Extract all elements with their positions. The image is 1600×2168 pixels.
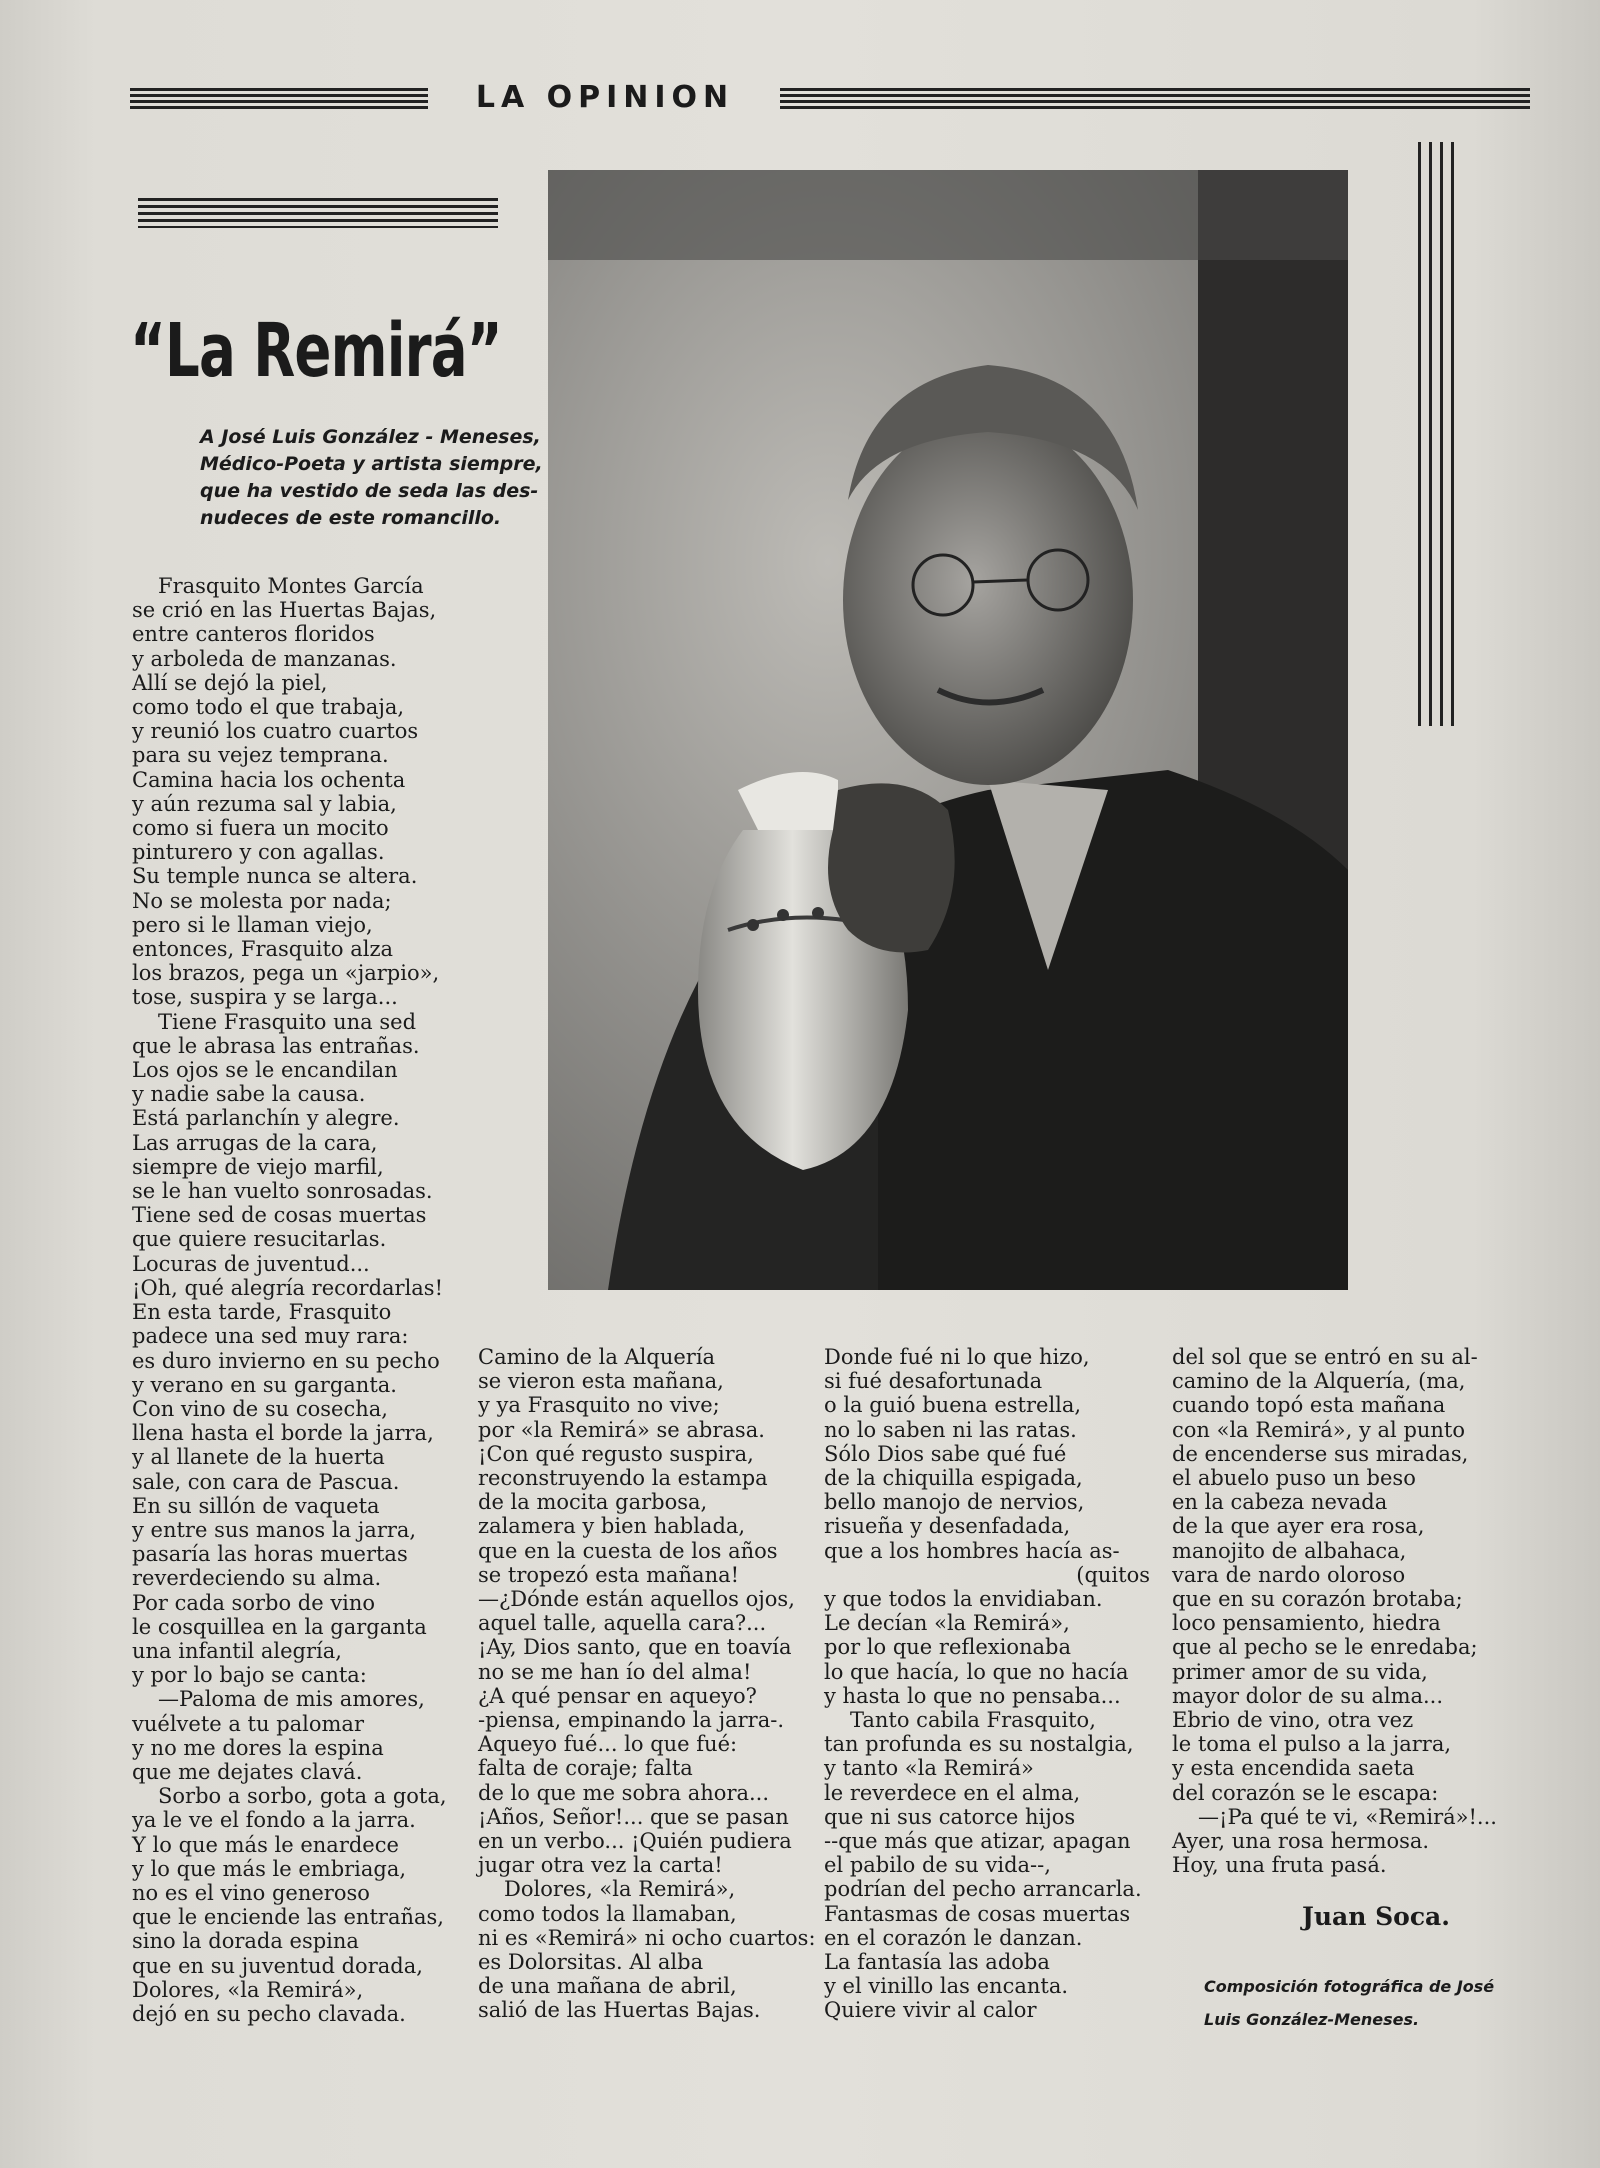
poem-line: que en su juventud dorada, <box>132 1953 423 1978</box>
poem-line: el abuelo puso un beso <box>1172 1466 1416 1491</box>
poem-line: Por cada sorbo de vino <box>132 1590 376 1615</box>
poem-line: bello manojo de nervios, <box>824 1490 1085 1515</box>
vertical-rules <box>1418 142 1454 726</box>
poem-line: Camino de la Alquería <box>478 1345 716 1369</box>
poem-line: ni es «Remirá» ni ocho cuartos: <box>478 1925 816 1950</box>
poem-line: y ya Frasquito no vive; <box>478 1393 720 1418</box>
poem-line: La fantasía las adoba <box>824 1950 1050 1975</box>
poem-line: que ni sus catorce hijos <box>824 1804 1076 1829</box>
poem-line: y verano en su garganta. <box>132 1372 397 1397</box>
poem-line: Tiene sed de cosas muertas <box>132 1203 427 1228</box>
poem-line: y nadie sabe la causa. <box>132 1082 366 1107</box>
dedication-line: que ha vestido de seda las des- <box>200 480 539 502</box>
poem-line: Sorbo a sorbo, gota a gota, <box>158 1784 447 1809</box>
poem-line: ¡Ay, Dios santo, que en toavía <box>478 1635 792 1660</box>
poem-line: sino la dorada espina <box>132 1929 359 1954</box>
poem-line: En su sillón de vaqueta <box>132 1493 380 1518</box>
poem-line: del sol que se entró en su al- <box>1172 1345 1478 1369</box>
poem-line: que quiere resucitarlas. <box>132 1227 387 1252</box>
poem-line: le reverdece en el alma, <box>824 1780 1081 1805</box>
poem-line: y arboleda de manzanas. <box>132 646 397 671</box>
poem-line: Frasquito Montes García <box>158 574 424 598</box>
poem-line: Aqueyo fué... lo que fué: <box>478 1732 738 1757</box>
poem-column-3 <box>824 1345 1150 2023</box>
masthead <box>130 80 1530 120</box>
poem-line: ¡Con qué regusto suspira, <box>478 1441 754 1466</box>
poem-line: y lo que más le embriaga, <box>132 1856 407 1881</box>
poem-line: y por lo bajo se canta: <box>132 1663 367 1688</box>
poem-line: No se molesta por nada; <box>132 888 392 913</box>
poem-line: loco pensamiento, hiedra <box>1172 1611 1441 1636</box>
poem-line: llena hasta el borde la jarra, <box>132 1421 434 1446</box>
article-title: “La Remirá” <box>130 308 502 394</box>
poem-line: de encenderse sus miradas, <box>1172 1441 1469 1466</box>
poem-line: pasaría las horas muertas <box>132 1542 408 1567</box>
poem-line: tan profunda es su nostalgia, <box>824 1732 1134 1757</box>
poem-line: dejó en su pecho clavada. <box>132 2001 406 2026</box>
poem-line: Está parlanchín y alegre. <box>132 1106 400 1131</box>
poem-line: Tiene Frasquito una sed <box>158 1009 417 1034</box>
poem-line: vara de nardo oloroso <box>1172 1562 1406 1587</box>
poem-line: pero si le llaman viejo, <box>132 912 373 937</box>
poem-line: le toma el pulso a la jarra, <box>1172 1732 1452 1757</box>
poem-line: Allí se dejó la piel, <box>132 670 328 695</box>
poem-line: ¿A qué pensar en aqueyo? <box>478 1683 757 1708</box>
poem-line: de la mocita garbosa, <box>478 1490 708 1515</box>
poem-line: no es el vino generoso <box>132 1880 370 1905</box>
poem-line: que en su corazón brotaba; <box>1172 1587 1463 1612</box>
poem-line: --que más que atizar, apagan <box>824 1829 1131 1854</box>
poem-line: vuélvete a tu palomar <box>132 1711 364 1736</box>
poem-line: Con vino de su cosecha, <box>132 1396 388 1421</box>
poem-line: o la guió buena estrella, <box>824 1393 1082 1418</box>
poem-line: En esta tarde, Frasquito <box>132 1300 392 1325</box>
poem-line: si fué desafortunada <box>824 1369 1043 1394</box>
poem-line: que a los hombres hacía as- <box>824 1538 1120 1563</box>
poem-line: falta de coraje; falta <box>478 1756 693 1781</box>
poem-line: Fantasmas de cosas muertas <box>824 1901 1131 1926</box>
poem-line: y al llanete de la huerta <box>132 1445 385 1470</box>
poem-line: -piensa, empinando la jarra-. <box>478 1708 784 1733</box>
masthead-rule-left <box>130 88 428 110</box>
portrait-photo <box>548 170 1348 1290</box>
poem-line: Los ojos se le encandilan <box>132 1058 398 1083</box>
poem-line: mayor dolor de su alma... <box>1172 1683 1444 1708</box>
poem-line: manojito de albahaca, <box>1172 1538 1407 1563</box>
poem-line: de una mañana de abril, <box>478 1974 737 1999</box>
poem-line: lo que hacía, lo que no hacía <box>824 1659 1129 1684</box>
dedication-line: nudeces de este romancillo. <box>200 507 502 529</box>
poem-line: es Dolorsitas. Al alba <box>478 1950 704 1975</box>
poem-line: que en la cuesta de los años <box>478 1538 778 1563</box>
poem-line: tose, suspira y se larga... <box>132 985 398 1010</box>
poem-line: pinturero y con agallas. <box>132 840 385 865</box>
poem-line: de la que ayer era rosa, <box>1172 1514 1425 1539</box>
poem-line: padece una sed muy rara: <box>132 1324 409 1349</box>
poem-line: que le enciende las entrañas, <box>132 1905 444 1930</box>
poem-line: y aún rezuma sal y labia, <box>132 791 397 816</box>
poem-line: entre canteros floridos <box>132 622 375 647</box>
poem-line: una infantil alegría, <box>132 1638 342 1663</box>
poem-line: en la cabeza nevada <box>1172 1490 1388 1515</box>
poem-line: jugar otra vez la carta! <box>478 1853 723 1878</box>
poem-line: —Paloma de mis amores, <box>158 1687 425 1712</box>
poem-column-2 <box>478 1345 816 2023</box>
poem-line: Dolores, «la Remirá», <box>504 1877 736 1902</box>
portrait-photo-icon <box>548 170 1348 1290</box>
poem-line: Camina hacia los ochenta <box>132 767 406 792</box>
poem-line: (quitos <box>1076 1562 1150 1587</box>
author-signature: Juan Soca. <box>1302 1902 1450 1931</box>
poem-line: por «la Remirá» se abrasa. <box>478 1417 765 1442</box>
poem-line: y que todos la envidiaban. <box>824 1587 1103 1612</box>
poem-line: en un verbo... ¡Quién pudiera <box>478 1829 792 1854</box>
poem-line: sale, con cara de Pascua. <box>132 1469 400 1494</box>
poem-line: aquel talle, aquella cara?... <box>478 1611 767 1636</box>
poem-line: risueña y desenfadada, <box>824 1514 1071 1539</box>
poem-line: es duro invierno en su pecho <box>132 1348 440 1373</box>
poem-line: camino de la Alquería, (ma, <box>1172 1369 1466 1394</box>
poem-line: como todo el que trabaja, <box>132 695 405 720</box>
poem-line: salió de las Huertas Bajas. <box>478 1998 761 2023</box>
poem-line: zalamera y bien hablada, <box>478 1514 746 1539</box>
poem-line: Hoy, una fruta pasá. <box>1172 1853 1387 1878</box>
poem-line: se le han vuelto sonrosadas. <box>132 1179 433 1204</box>
dedication <box>200 424 543 532</box>
masthead-title: LA OPINION <box>475 80 735 115</box>
title-rule <box>138 198 498 228</box>
poem-line: —¿Dónde están aquellos ojos, <box>478 1587 795 1612</box>
poem-line: Le decían «la Remirá», <box>824 1611 1070 1636</box>
poem-line: como si fuera un mocito <box>132 816 389 841</box>
poem-line: no lo saben ni las ratas. <box>824 1417 1077 1442</box>
poem-line: y el vinillo las encanta. <box>824 1974 1069 1999</box>
poem-column-1 <box>132 574 472 2026</box>
poem-line: y tanto «la Remirá» <box>824 1756 1034 1781</box>
poem-line: Ayer, una rosa hermosa. <box>1172 1829 1430 1854</box>
photo-credit <box>1204 1970 1514 2036</box>
poem-line: en el corazón le danzan. <box>824 1925 1083 1950</box>
poem-line: se crió en las Huertas Bajas, <box>132 598 437 623</box>
poem-line: por lo que reflexionaba <box>824 1635 1072 1660</box>
poem-line: —¡Pa qué te vi, «Remirá»!... <box>1198 1804 1497 1829</box>
photo-credit-line: Composición fotográfica de José <box>1204 1977 1495 1996</box>
poem-line: se vieron esta mañana, <box>478 1369 724 1394</box>
poem-line: siempre de viejo marfil, <box>132 1154 384 1179</box>
poem-line: para su vejez temprana. <box>132 743 389 768</box>
poem-line: Tanto cabila Frasquito, <box>850 1708 1096 1733</box>
poem-line: Sólo Dios sabe qué fué <box>824 1441 1067 1466</box>
poem-line: no se me han ío del alma! <box>478 1659 752 1684</box>
poem-line: Locuras de juventud... <box>132 1251 370 1276</box>
poem-line: podrían del pecho arrancarla. <box>824 1877 1142 1902</box>
dedication-line: A José Luis González - Meneses, <box>200 426 541 448</box>
poem-line: como todos la llamaban, <box>478 1901 737 1926</box>
poem-line: Dolores, «la Remirá», <box>132 1977 364 2002</box>
poem-line: reverdeciendo su alma. <box>132 1566 382 1591</box>
poem-line: que le abrasa las entrañas. <box>132 1033 420 1058</box>
poem-line: que al pecho se le enredaba; <box>1172 1635 1478 1660</box>
poem-line: Donde fué ni lo que hizo, <box>824 1345 1090 1369</box>
poem-line: de lo que me sobra ahora... <box>478 1780 770 1805</box>
poem-line: Ebrio de vino, otra vez <box>1172 1708 1414 1733</box>
poem-line: que me dejates clavá. <box>132 1759 363 1784</box>
poem-line: primer amor de su vida, <box>1172 1659 1428 1684</box>
poem-line: reconstruyendo la estampa <box>478 1466 768 1491</box>
poem-line: y hasta lo que no pensaba... <box>824 1683 1121 1708</box>
poem-line: y no me dores la espina <box>132 1735 384 1760</box>
poem-line: y esta encendida saeta <box>1172 1756 1415 1781</box>
poem-line: cuando topó esta mañana <box>1172 1393 1446 1418</box>
poem-line: con «la Remirá», y al punto <box>1172 1417 1466 1442</box>
poem-line: Las arrugas de la cara, <box>132 1130 378 1155</box>
dedication-line: Médico-Poeta y artista siempre, <box>200 453 543 475</box>
poem-line: el pabilo de su vida--, <box>824 1853 1051 1878</box>
poem-line: del corazón se le escapa: <box>1172 1780 1439 1805</box>
poem-column-4 <box>1172 1345 1497 1878</box>
masthead-rule-right <box>780 88 1530 110</box>
photo-credit-line: Luis González-Meneses. <box>1204 2010 1420 2029</box>
poem-line: le cosquillea en la garganta <box>132 1614 427 1639</box>
poem-line: entonces, Frasquito alza <box>132 937 394 962</box>
poem-line: se tropezó esta mañana! <box>478 1562 740 1587</box>
poem-line: Su temple nunca se altera. <box>132 864 418 889</box>
poem-line: Quiere vivir al calor <box>824 1998 1037 2023</box>
poem-line: de la chiquilla espigada, <box>824 1466 1083 1491</box>
poem-line: y entre sus manos la jarra, <box>132 1517 417 1542</box>
poem-line: y reunió los cuatro cuartos <box>132 719 419 744</box>
poem-line: ¡Años, Señor!... que se pasan <box>478 1804 789 1829</box>
poem-line: Y lo que más le enardece <box>132 1832 399 1857</box>
poem-line: los brazos, pega un «jarpio», <box>132 961 440 986</box>
poem-line: ya le ve el fondo a la jarra. <box>132 1808 416 1833</box>
poem-line: ¡Oh, qué alegría recordarlas! <box>132 1275 444 1300</box>
